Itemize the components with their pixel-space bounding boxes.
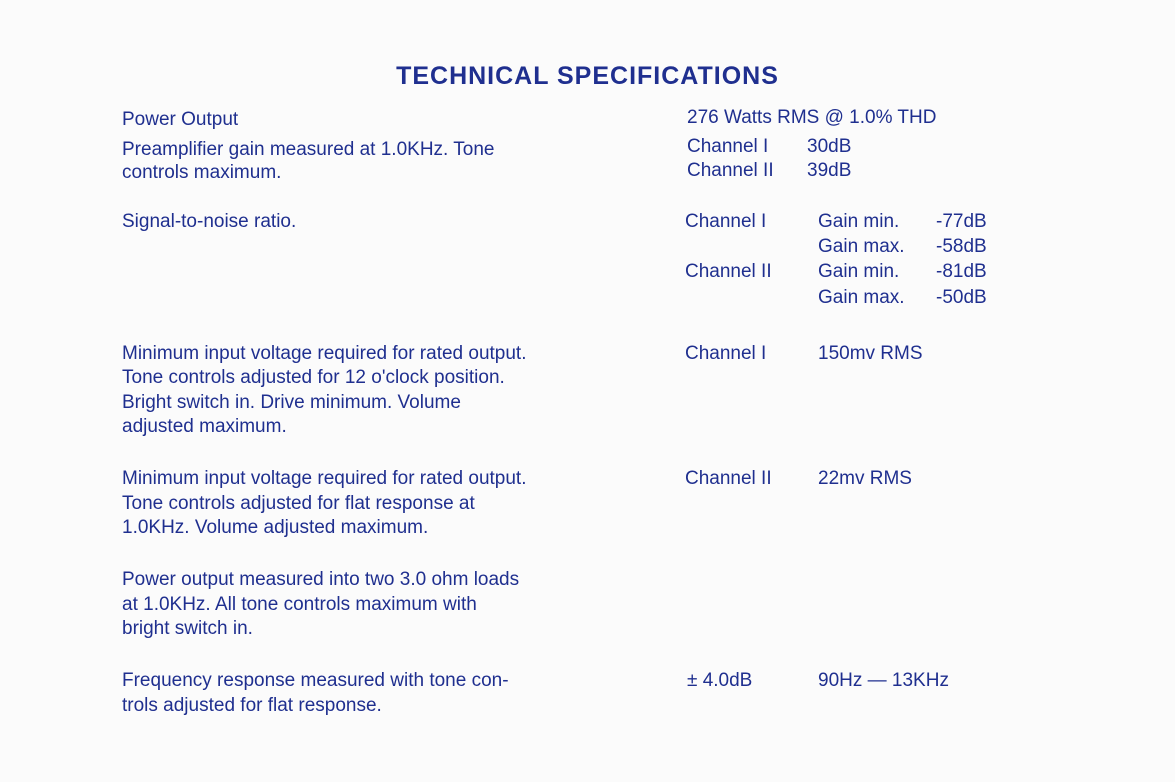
spec-label: Frequency response measured with tone con- [122,670,509,691]
channel-value: 150mv RMS [818,343,923,364]
spec-label: Preamplifier gain measured at 1.0KHz. Tone [122,139,495,160]
gain-label: Gain max. [818,287,905,308]
spec-label: adjusted maximum. [122,416,287,437]
spec-label: Bright switch in. Drive minimum. Volume [122,392,461,413]
spec-label: trols adjusted for flat response. [122,695,382,716]
spec-label: Signal-to-noise ratio. [122,211,297,232]
spec-label: Minimum input voltage required for rated output. [122,343,527,364]
channel-label: Channel II [685,261,772,282]
spec-label: controls maximum. [122,162,282,183]
spec-label: 1.0KHz. Volume adjusted maximum. [122,517,429,538]
frequency-range-value: 90Hz — 13KHz [818,670,949,691]
tolerance-value: ± 4.0dB [687,670,753,691]
spec-value: 276 Watts RMS @ 1.0% THD [687,107,937,128]
gain-label: Gain max. [818,236,905,257]
channel-label: Channel II [685,468,772,489]
channel-label: Channel I [685,211,767,232]
channel-label: Channel I [685,343,767,364]
channel-value: 39dB [807,160,852,181]
gain-label: Gain min. [818,211,900,232]
spec-label: Tone controls adjusted for 12 o'clock position. [122,367,505,388]
spec-label: Power Output [122,109,239,130]
spec-label: Power output measured into two 3.0 ohm loads [122,569,520,590]
gain-value: -77dB [936,211,987,232]
spec-label: Tone controls adjusted for flat response at [122,493,475,514]
channel-value: 30dB [807,136,852,157]
gain-label: Gain min. [818,261,900,282]
page-title: TECHNICAL SPECIFICATIONS [396,62,779,90]
spec-label: Minimum input voltage required for rated output. [122,468,527,489]
channel-label: Channel II [687,160,774,181]
spec-label: at 1.0KHz. All tone controls maximum with [122,594,477,615]
gain-value: -81dB [936,261,987,282]
gain-value: -58dB [936,236,987,257]
channel-value: 22mv RMS [818,468,912,489]
gain-value: -50dB [936,287,987,308]
spec-label: bright switch in. [122,618,253,639]
channel-label: Channel I [687,136,769,157]
